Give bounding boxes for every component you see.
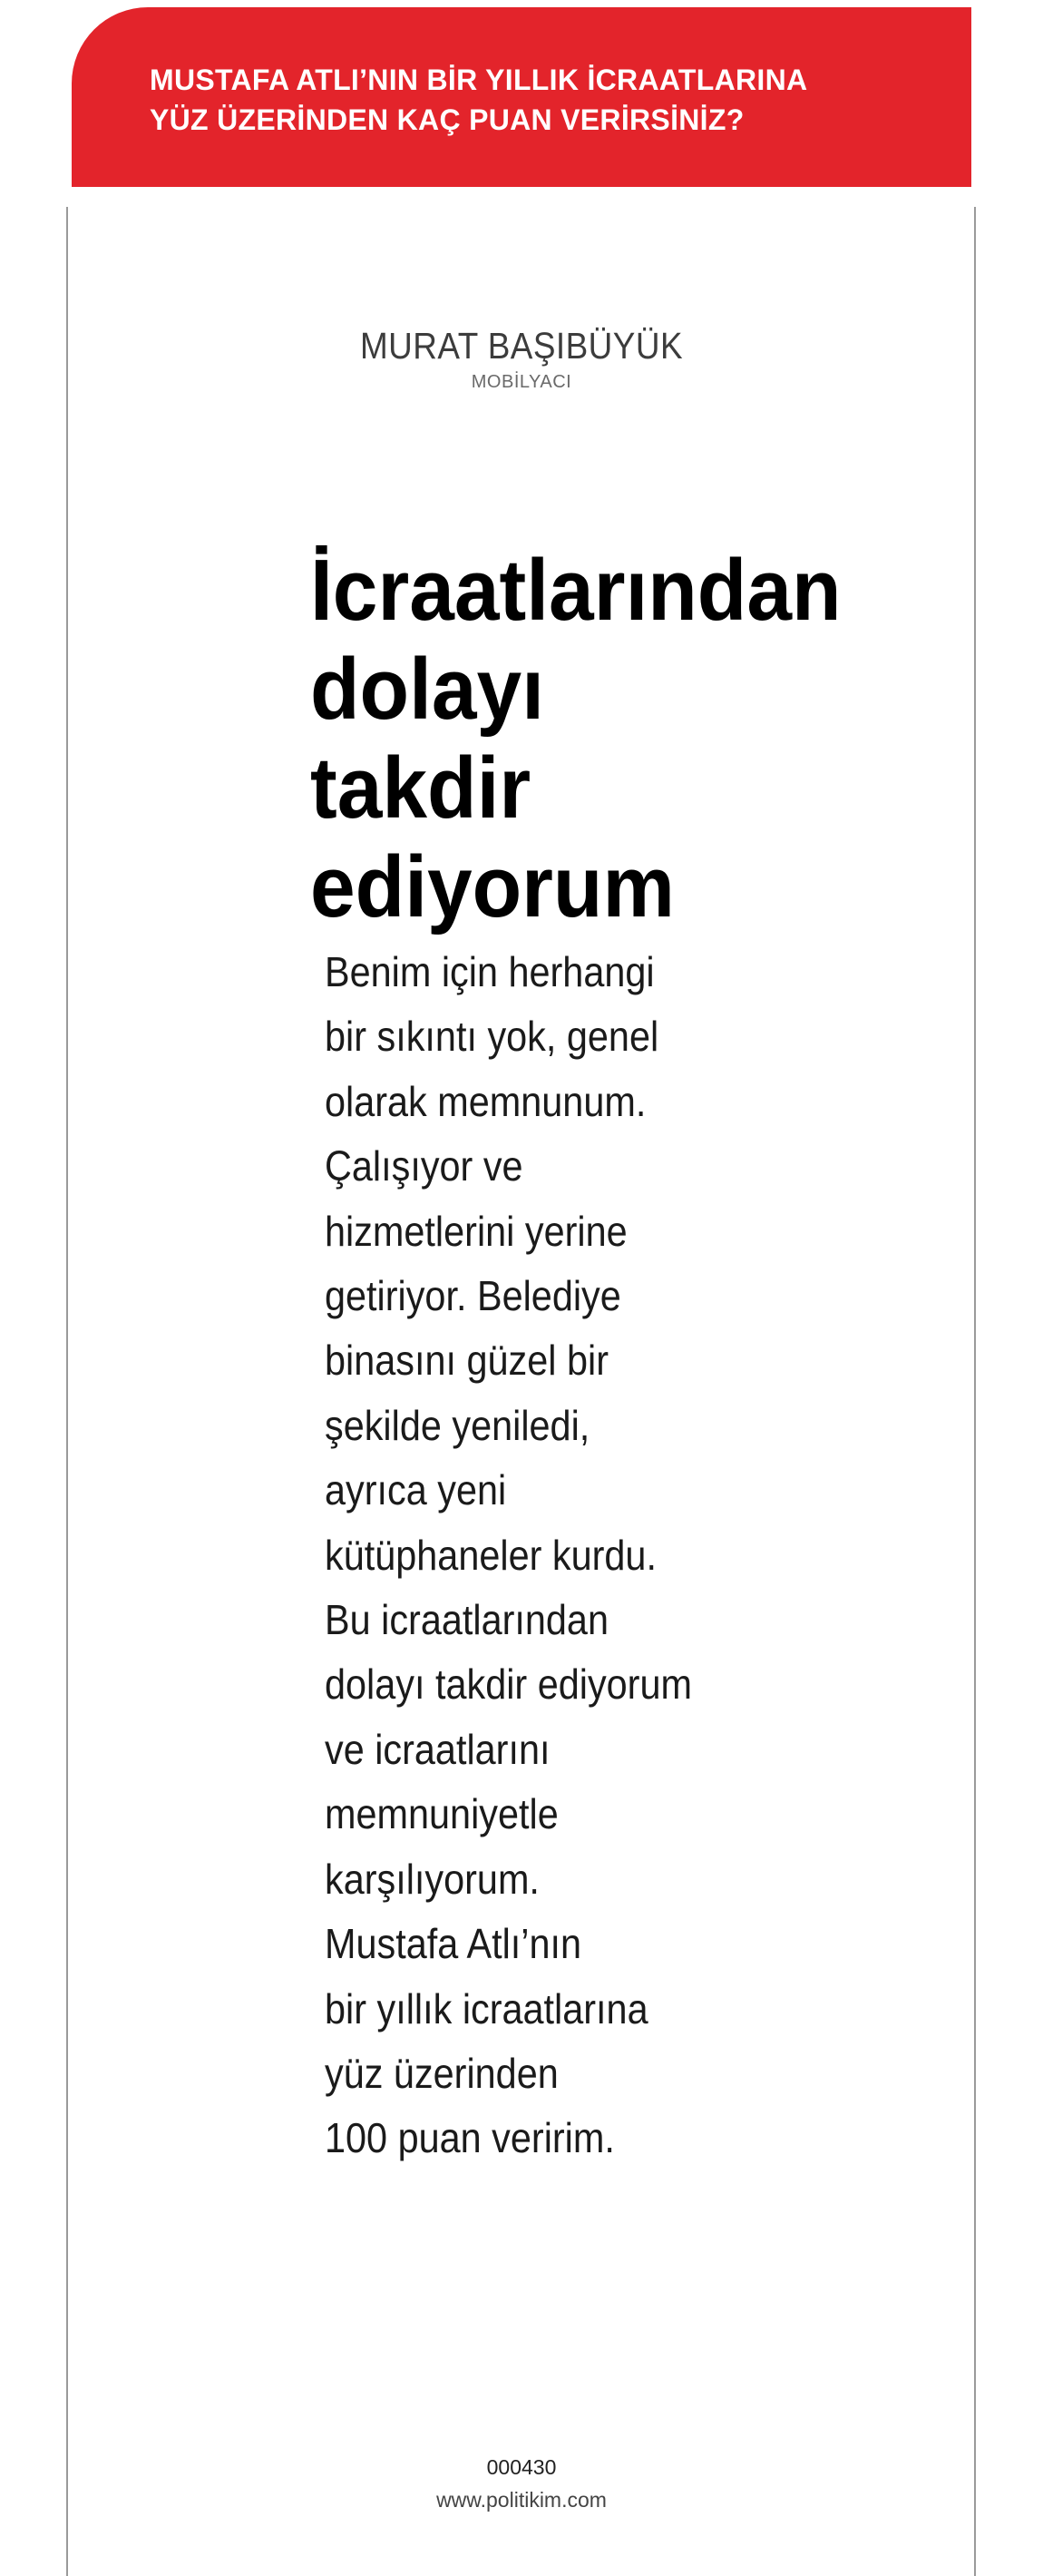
headline-line-1: İcraatlarından [310, 542, 842, 639]
headline [310, 541, 963, 936]
question-line-2: YÜZ ÜZERİNDEN KAÇ PUAN VERİRSİNİZ? [150, 103, 745, 136]
body-line: hizmetlerini yerine [325, 1207, 628, 1255]
body-line: şekilde yeniledi, [325, 1401, 590, 1449]
page-footer [340, 2453, 703, 2514]
body-line: kütüphaneler kurdu. [325, 1531, 657, 1579]
body-line: memnuniyetle [325, 1790, 559, 1838]
body-line: karşılıyorum. [325, 1855, 540, 1903]
headline-line-3: takdir [310, 739, 531, 837]
body-line: yüz üzerinden [325, 2049, 559, 2097]
body-line: Çalışıyor ve [325, 1142, 523, 1190]
headline-line-4: ediyorum [310, 838, 675, 935]
respondent-name: MURAT BAŞIBÜYÜK [359, 325, 684, 367]
body-line: getiriyor. Belediye [325, 1272, 621, 1320]
body-line: ayrıca yeni [325, 1466, 507, 1514]
body-line: Benim için herhangi [325, 948, 655, 995]
left-border-line [66, 207, 68, 2576]
headline-line-2: dolayı [310, 641, 544, 738]
body-line: olarak memnunum. [325, 1077, 647, 1125]
question-banner [72, 7, 971, 187]
right-border-line [974, 207, 976, 2576]
body-line: Bu icraatlarından [325, 1596, 609, 1644]
body-line: bir yıllık icraatlarına [325, 1984, 648, 2032]
body-line: Mustafa Atlı’nın [325, 1920, 582, 1968]
respondent-info [272, 323, 771, 394]
quote-body [325, 940, 833, 2171]
body-line: dolayı takdir ediyorum [325, 1660, 692, 1709]
ad-code: 000430 [486, 2455, 557, 2479]
body-line: 100 puan veririm. [325, 2114, 615, 2162]
respondent-occupation: MOBİLYACI [471, 372, 572, 392]
website-url: www.politikim.com [436, 2488, 607, 2512]
body-line: binasını güzel bir [325, 1337, 609, 1385]
question-line-1: MUSTAFA ATLI’NIN BİR YILLIK İCRAATLARINA [150, 64, 808, 96]
body-line: bir sıkıntı yok, genel [325, 1013, 659, 1061]
body-line: ve icraatlarını [325, 1725, 551, 1773]
